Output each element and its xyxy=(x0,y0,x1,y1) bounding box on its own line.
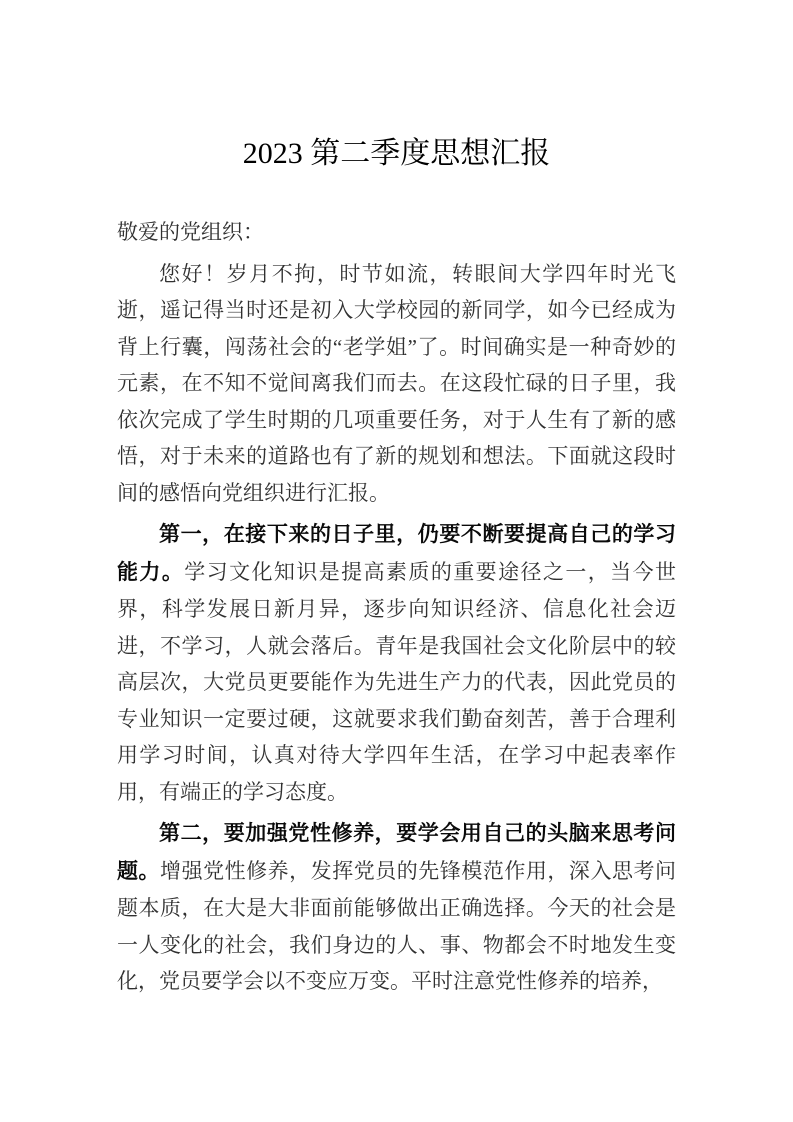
paragraph-point-1-lead: 第一，在接下来的日子里，仍要不断要提高自己的学习能力。 xyxy=(117,523,676,584)
paragraph-intro-text: 您好！岁月不拘，时节如流，转眼间大学四年时光飞逝，遥记得当时还是初入大学校园的新同学，如今已经成为背上行囊，闯荡社会的“老学姐”了。时间确实是一种奇妙的元素，在不知不觉间离我们而去。在这段忙碌的日子里，我依次完成了学生时期的几项重要任务，对于人生有了新的感悟，对于未来的道路也有了新的规划和想法。下面就这段时间的感悟向党组织进行汇报。 xyxy=(117,261,676,505)
document-title: 2023 第二季度思想汇报 xyxy=(242,137,551,170)
salutation-line: 敬爱的党组织： xyxy=(117,220,264,244)
paragraph-point-2-text: 增强党性修养，发挥党员的先锋模范作用，深入思考问题本质，在大是大非面前能够做出正确选择。今天的社会是一人变化的社会，我们身边的人、事、物都会不时地发生变化，党员要学会以不变应万变。平时注意党性修养的培养， xyxy=(117,858,677,993)
paragraph-point-1 xyxy=(117,516,676,810)
paragraph-intro xyxy=(117,256,676,512)
paragraph-point-2-lead: 第二，要加强党性修养，要学会用自己的头脑来思考问题。 xyxy=(117,822,676,883)
paragraph-point-1-text: 学习文化知识是提高素质的重要途径之一，当今世界，科学发展日新月异，逐步向知识经济、信息化社会迈进，不学习，人就会落后。青年是我国社会文化阶层中的较高层次，大党员更要能作为先进生产力的代表，因此党员的专业知识一定要过硬，这就要求我们勤奋刻苦，善于合理利用学习时间，认真对待大学四年生活，在学习中起表率作用，有端正的学习态度。 xyxy=(117,559,676,804)
paragraph-point-2 xyxy=(117,815,676,1000)
